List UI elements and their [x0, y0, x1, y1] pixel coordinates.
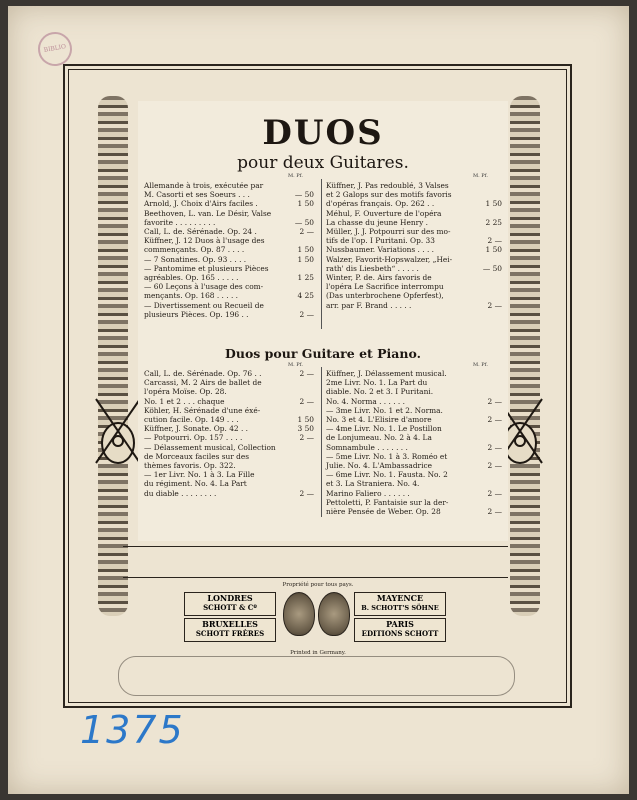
entry-price	[292, 264, 314, 273]
paris-city: PARIS	[386, 619, 414, 629]
entry-text: Winter, P. de. Airs favoris de	[326, 273, 432, 283]
propriete-note: Propriété pour tous pays.	[282, 582, 354, 588]
content-panel	[138, 101, 508, 541]
entry-text: — Pantomime et plusieurs Pièces	[144, 263, 269, 273]
list-entry	[326, 378, 502, 387]
entry-price: 2 —	[487, 236, 502, 246]
entry-price: 2 —	[299, 396, 314, 406]
entry-price	[480, 470, 502, 479]
publisher-london	[184, 592, 276, 616]
list-entry	[144, 461, 314, 470]
entry-text: Walzer, Favorit-Hopswalzer, „Hei-	[326, 254, 453, 264]
list-entry	[144, 282, 314, 291]
list-entry	[144, 181, 314, 190]
entry-text: — 3me Livr. No. 1 et 2. Norma.	[326, 405, 443, 415]
list-entry	[144, 443, 314, 452]
list-entry	[326, 264, 502, 273]
entry-text: Julie. No. 4. L'Ambassadrice	[326, 461, 432, 471]
entry-price	[480, 273, 502, 282]
entry-text: — 6me Livr. No. 1. Fausta. No. 2	[326, 470, 448, 480]
list-entry	[144, 245, 314, 254]
list-entry	[144, 291, 314, 300]
entry-price	[480, 452, 502, 461]
duos-guitar-list-right	[326, 181, 502, 310]
entry-price: 2 —	[487, 442, 502, 452]
list-entry	[326, 369, 502, 378]
entry-price: 2 —	[299, 227, 314, 237]
list-entry	[326, 227, 502, 236]
list-entry	[326, 273, 502, 282]
brussels-city: BRUXELLES	[202, 619, 258, 629]
entry-price	[480, 406, 502, 415]
entry-text: Carcassi, M. 2 Airs de ballet de	[144, 378, 262, 388]
entry-text: et 3. La Straniera. No. 4.	[326, 479, 420, 489]
list-entry	[326, 424, 502, 433]
page-subtitle: pour deux Guitares.	[237, 153, 409, 173]
entry-price	[292, 443, 314, 452]
entry-price: 2 —	[487, 488, 502, 498]
entry-price	[292, 387, 314, 396]
list-entry	[326, 443, 502, 452]
entry-text: Méhul, F. Ouverture de l'opéra	[326, 208, 442, 218]
entry-price	[292, 452, 314, 461]
entry-price: 2 —	[299, 433, 314, 443]
entry-price: 1 50	[297, 415, 314, 425]
entry-price: 1 50	[297, 254, 314, 264]
entry-price: 2 —	[487, 507, 502, 517]
entry-price: 4 25	[297, 291, 314, 301]
entry-text: agréables. Op. 165 . . . . .	[144, 273, 239, 283]
list-entry	[144, 227, 314, 236]
entry-text: — 4me Livr. No. 1. Le Postillon	[326, 424, 442, 434]
entry-price: 1 50	[297, 245, 314, 255]
list-entry	[326, 406, 502, 415]
column-divider-bottom	[321, 367, 322, 517]
list-entry	[144, 209, 314, 218]
list-entry	[144, 415, 314, 424]
entry-text: No. 4. Norma . . . . . .	[326, 396, 405, 406]
list-entry	[326, 282, 502, 291]
entry-text: de Morceaux faciles sur des	[144, 451, 250, 461]
entry-text: thèmes favoris. Op. 322.	[144, 461, 236, 471]
entry-text: plusieurs Pièces. Op. 196 . .	[144, 309, 249, 319]
list-entry	[326, 301, 502, 310]
entry-price: 3 50	[297, 424, 314, 434]
entry-text: Nussbaumer. Variations . . . .	[326, 245, 435, 255]
bottom-scroll-ornament	[118, 656, 515, 696]
entry-price	[480, 387, 502, 396]
list-entry	[326, 415, 502, 424]
entry-text: Pettoletti, P. Fantaisie sur la der-	[326, 497, 449, 507]
mainz-city: MAYENCE	[376, 593, 424, 603]
entry-text: Küffner, J. 12 Duos à l'usage des	[144, 236, 265, 246]
entry-price: — 50	[294, 217, 314, 227]
entry-price	[480, 190, 502, 199]
price-header-left-2: M. Pf.	[288, 362, 303, 368]
list-entry	[326, 218, 502, 227]
entry-price	[292, 470, 314, 479]
list-entry	[144, 301, 314, 310]
royal-seal-left-icon	[283, 592, 315, 636]
entry-price: 2 25	[485, 217, 502, 227]
list-entry	[144, 255, 314, 264]
entry-text: cution facile. Op. 149 . . .	[144, 415, 239, 425]
entry-text: Küffner, J. Délassement musical.	[326, 369, 447, 378]
list-entry	[144, 190, 314, 199]
entry-text: — 5me Livr. No. 1 à 3. Roméo et	[326, 451, 448, 461]
entry-text: diable. No. 2 et 3. I Puritani.	[326, 387, 434, 397]
list-entry	[326, 190, 502, 199]
publisher-paris	[354, 618, 446, 642]
entry-price	[480, 479, 502, 488]
entry-price	[480, 291, 502, 300]
entry-price	[292, 406, 314, 415]
entry-price	[292, 301, 314, 310]
list-entry	[326, 461, 502, 470]
publisher-brussels	[184, 618, 276, 642]
guitar-piano-list-left	[144, 369, 314, 498]
list-entry	[326, 236, 502, 245]
price-header-right-2: M. Pf.	[473, 362, 488, 368]
column-divider-top	[321, 179, 322, 329]
entry-text: Arnold, J. Choix d'Airs faciles .	[144, 199, 258, 209]
page-title: DUOS	[262, 113, 384, 153]
entry-price	[480, 433, 502, 442]
entry-price	[480, 181, 502, 190]
entry-text: — Délassement musical, Collection	[144, 442, 276, 452]
bottom-banner	[123, 546, 508, 578]
entry-price	[480, 209, 502, 218]
paris-name: EDITIONS SCHOTT	[361, 629, 439, 638]
entry-text: — 7 Sonatines. Op. 93 . . . .	[144, 254, 247, 264]
entry-price	[292, 378, 314, 387]
list-entry	[144, 424, 314, 433]
list-entry	[326, 479, 502, 488]
list-entry	[326, 245, 502, 254]
list-entry	[326, 181, 502, 190]
london-city: LONDRES	[207, 593, 253, 603]
list-entry	[326, 433, 502, 442]
list-entry	[144, 489, 314, 498]
entry-price: 2 —	[487, 461, 502, 471]
entry-text: (Das unterbrochene Opferfest),	[326, 291, 444, 301]
list-entry	[144, 236, 314, 245]
leaf-garland-left	[98, 96, 128, 616]
entry-price	[292, 209, 314, 218]
list-entry	[144, 199, 314, 208]
leaf-garland-right	[510, 96, 540, 616]
entry-price: — 50	[294, 190, 314, 200]
entry-price	[292, 181, 314, 190]
printed-in-germany: Printed in Germany.	[290, 650, 346, 656]
entry-text: Allemande à trois, exécutée par	[144, 181, 264, 190]
entry-text: rath' dis Liesbeth“ . . . . .	[326, 263, 419, 273]
entry-price: 2 —	[487, 300, 502, 310]
entry-text: Köhler, H. Sérénade d'une éxé-	[144, 405, 261, 415]
list-entry	[326, 199, 502, 208]
entry-text: Marino Faliero . . . . . .	[326, 488, 410, 498]
list-entry	[326, 209, 502, 218]
list-entry	[144, 452, 314, 461]
entry-text: arr. par F. Brand . . . . .	[326, 300, 412, 310]
list-entry	[144, 470, 314, 479]
entry-text: — 60 Leçons à l'usage des com-	[144, 282, 264, 292]
london-name: SCHOTT & Cº	[203, 603, 257, 612]
list-entry	[144, 273, 314, 282]
entry-text: Küffner, J. Sonate. Op. 42 . .	[144, 424, 249, 434]
list-entry	[144, 218, 314, 227]
entry-price: 2 —	[299, 369, 314, 378]
entry-text: du régiment. No. 4. La Part	[144, 479, 247, 489]
entry-text: M. Casorti et ses Soeurs . . .	[144, 190, 250, 200]
list-entry	[326, 255, 502, 264]
list-entry	[326, 507, 502, 516]
entry-text: tifs de l'op. I Puritani. Op. 33	[326, 236, 435, 246]
entry-price	[292, 461, 314, 470]
entry-text: 2me Livr. No. 1. La Part du	[326, 378, 428, 388]
entry-price: 2 —	[299, 488, 314, 498]
entry-price: 2 —	[487, 415, 502, 425]
entry-price	[292, 479, 314, 488]
entry-text: nière Pensée de Weber. Op. 28	[326, 507, 441, 517]
list-entry	[144, 264, 314, 273]
list-entry	[326, 489, 502, 498]
list-entry	[326, 470, 502, 479]
entry-price: 2 —	[487, 396, 502, 406]
entry-text: et 2 Galops sur des motifs favoris	[326, 190, 452, 200]
entry-price: — 50	[482, 263, 502, 273]
section-title-guitar-piano: Duos pour Guitare et Piano.	[225, 346, 421, 361]
entry-price	[480, 282, 502, 291]
entry-price	[480, 255, 502, 264]
entry-price: 1 25	[297, 273, 314, 283]
library-stamp: BIBLIO	[35, 29, 74, 68]
entry-text: Call, L. de. Sérénade. Op. 24 .	[144, 227, 257, 237]
list-entry	[326, 452, 502, 461]
entry-price	[480, 369, 502, 378]
handwritten-number: 1375	[80, 708, 185, 752]
list-entry	[144, 406, 314, 415]
guitar-piano-list-right	[326, 369, 502, 516]
list-entry	[144, 433, 314, 442]
entry-text: l'opéra Moïse. Op. 28.	[144, 387, 227, 397]
brussels-name: SCHOTT FRÈRES	[195, 629, 265, 638]
list-entry	[144, 378, 314, 387]
entry-text: No. 1 et 2 . . . chaque	[144, 396, 225, 406]
list-entry	[326, 498, 502, 507]
sheet-music-cover	[8, 6, 629, 794]
entry-text: — Divertissement ou Recueil de	[144, 300, 264, 310]
list-entry	[144, 397, 314, 406]
list-entry	[144, 479, 314, 488]
entry-text: Call, L. de. Sérénade. Op. 76 . .	[144, 369, 262, 378]
entry-text: Somnambule . . . . . . .	[326, 442, 408, 452]
price-header-left: M. Pf.	[288, 173, 303, 179]
royal-seal-right-icon	[318, 592, 350, 636]
entry-text: Küffner, J. Pas redoublé, 3 Valses	[326, 181, 449, 190]
entry-text: favorite . . . . . . . . .	[144, 217, 216, 227]
entry-price: 1 50	[297, 199, 314, 209]
list-entry	[144, 369, 314, 378]
entry-price	[480, 424, 502, 433]
entry-price	[480, 498, 502, 507]
entry-text: du diable . . . . . . . .	[144, 488, 217, 498]
entry-text: La chasse du jeune Henry .	[326, 217, 429, 227]
entry-price: 1 50	[485, 199, 502, 209]
entry-text: Müller, J. J. Potpourri sur des mo-	[326, 227, 451, 237]
entry-price	[292, 282, 314, 291]
entry-price	[480, 378, 502, 387]
entry-price	[292, 236, 314, 245]
duos-guitar-list-left	[144, 181, 314, 319]
entry-price	[480, 227, 502, 236]
entry-text: — 1er Livr. No. 1 à 3. La Fille	[144, 470, 255, 480]
list-entry	[326, 291, 502, 300]
entry-text: de Lonjumeau. No. 2 à 4. La	[326, 433, 432, 443]
list-entry	[144, 310, 314, 319]
entry-text: — Potpourri. Op. 157 . . . .	[144, 433, 243, 443]
entry-price: 2 —	[299, 309, 314, 319]
mainz-name: B. SCHOTT'S SÖHNE	[361, 604, 439, 612]
entry-text: commençants. Op. 87 . . . .	[144, 245, 245, 255]
entry-text: Beethoven, L. van. Le Désir, Valse	[144, 208, 272, 218]
price-header-right: M. Pf.	[473, 173, 488, 179]
list-entry	[326, 387, 502, 396]
entry-text: l'opéra Le Sacrifice interrompu	[326, 282, 444, 292]
entry-text: No. 3 et 4. L'Elisire d'amore	[326, 415, 432, 425]
list-entry	[326, 397, 502, 406]
entry-text: mençants. Op. 168 . . . . .	[144, 291, 238, 301]
publisher-mainz	[354, 592, 446, 616]
entry-price: 1 50	[485, 245, 502, 255]
list-entry	[144, 387, 314, 396]
entry-text: d'opéras français. Op. 262 . .	[326, 199, 435, 209]
